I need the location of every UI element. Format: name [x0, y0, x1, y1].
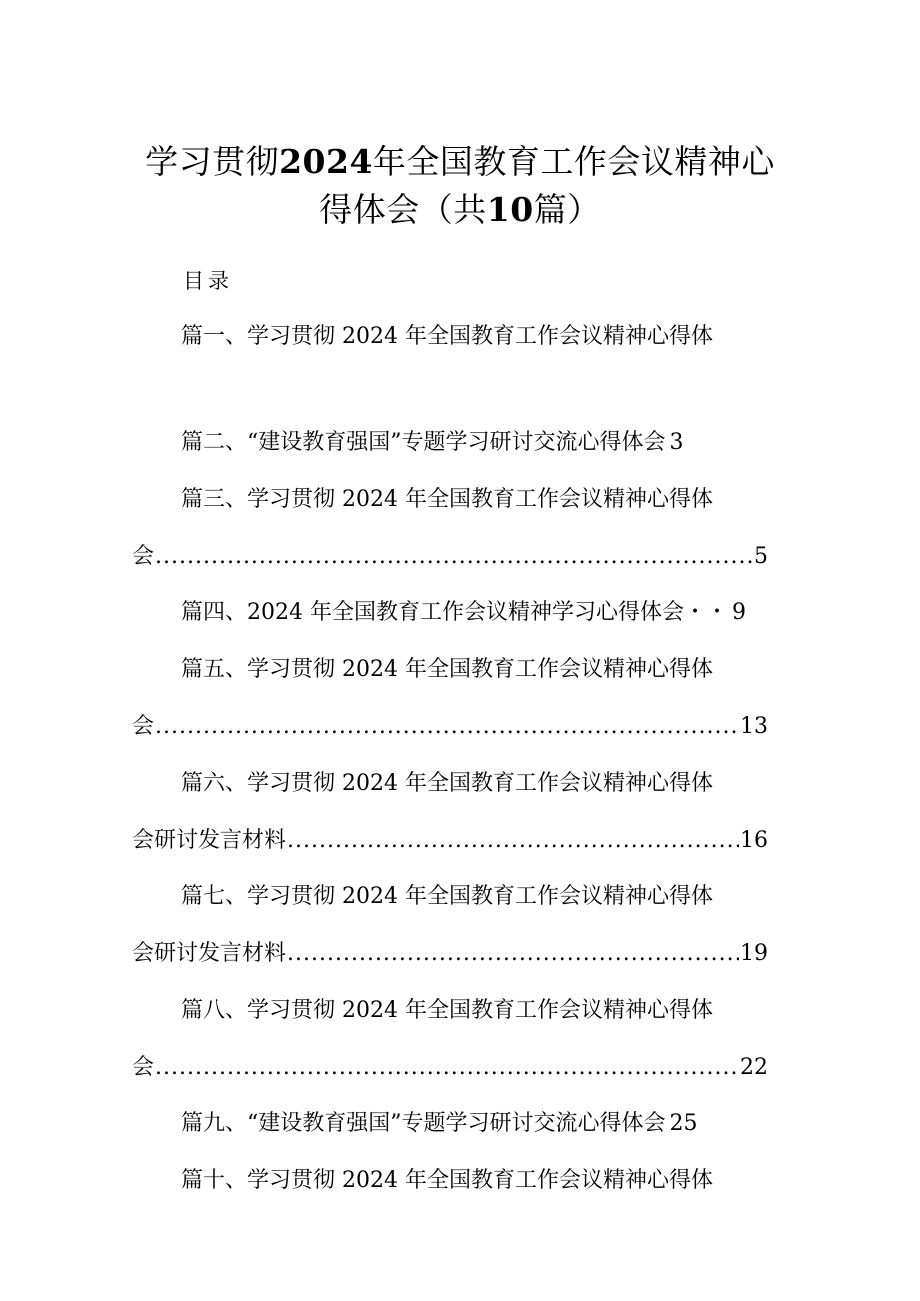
- title-text: 学习贯彻: [145, 142, 280, 181]
- toc-page-number: 25: [669, 1111, 698, 1136]
- toc-entry-title: 篇七、学习贯彻 2024 年全国教育工作会议精神心得体: [181, 884, 713, 909]
- toc-entry-6[interactable]: [181, 768, 713, 800]
- toc-entry-5-continuation[interactable]: [132, 711, 768, 743]
- toc-entry-6-continuation[interactable]: [132, 825, 768, 857]
- toc-page-number: 13: [740, 714, 768, 739]
- toc-entry-4[interactable]: [181, 597, 746, 629]
- toc-entry-title-continued: 会: [132, 714, 155, 739]
- toc-entry-7-continuation[interactable]: [132, 938, 768, 970]
- toc-page-number: 5: [754, 544, 768, 569]
- toc-entry-title: 篇十、学习贯彻 2024 年全国教育工作会议精神心得体: [181, 1168, 713, 1193]
- toc-entry-9[interactable]: [181, 1108, 698, 1140]
- toc-page-number: 16: [740, 828, 768, 853]
- dot-leader: [155, 1052, 739, 1084]
- title-year: 2024: [279, 142, 373, 181]
- toc-entry-10[interactable]: [181, 1165, 713, 1197]
- toc-entry-title: 篇五、学习贯彻 2024 年全国教育工作会议精神心得体: [181, 657, 713, 682]
- toc-entry-title: 篇六、学习贯彻 2024 年全国教育工作会议精神心得体: [181, 771, 713, 796]
- toc-page-number: 22: [740, 1055, 768, 1080]
- toc-entry-title: 篇二、“建设教育强国”专题学习研讨交流心得体会: [181, 430, 666, 455]
- toc-page-number: 3: [669, 430, 684, 455]
- toc-entry-title-continued: 会研讨发言材料: [132, 828, 287, 853]
- toc-entry-title: 篇八、学习贯彻 2024 年全国教育工作会议精神心得体: [181, 998, 713, 1023]
- dot-leader: [155, 541, 753, 573]
- toc-heading: 目录: [183, 269, 233, 293]
- toc-entry-5[interactable]: [181, 654, 713, 686]
- toc-entry-7[interactable]: [181, 881, 713, 913]
- toc-entry-title: 篇九、“建设教育强国”专题学习研讨交流心得体会: [181, 1111, 666, 1136]
- toc-entry-2[interactable]: [181, 427, 684, 459]
- document-title-line-2: [0, 190, 920, 230]
- title-count: 10: [486, 190, 534, 229]
- title-text: 得体会（共: [319, 190, 487, 229]
- title-text: 年全国教育工作会议精神心: [372, 142, 775, 181]
- toc-page-number: 9: [731, 600, 746, 625]
- toc-entry-8-continuation[interactable]: [132, 1052, 768, 1084]
- toc-entry-title: 篇四、2024 年全国教育工作会议精神学习心得体会・・: [181, 600, 728, 625]
- toc-entry-title: 篇一、学习贯彻 2024 年全国教育工作会议精神心得体: [181, 324, 713, 349]
- toc-entry-8[interactable]: [181, 995, 713, 1027]
- toc-entry-title: 篇三、学习贯彻 2024 年全国教育工作会议精神心得体: [181, 487, 713, 512]
- toc-entry-title-continued: 会: [132, 1055, 155, 1080]
- dot-leader: [155, 711, 739, 743]
- document-title-line-1: [0, 142, 920, 182]
- toc-entry-3[interactable]: [181, 484, 713, 516]
- dot-leader: [287, 938, 739, 970]
- title-text: 篇）: [533, 190, 601, 229]
- toc-page-number: 19: [740, 941, 768, 966]
- toc-entry-title-continued: 会: [132, 544, 155, 569]
- toc-entry-title-continued: 会研讨发言材料: [132, 941, 287, 966]
- toc-entry-3-continuation[interactable]: [132, 541, 768, 573]
- dot-leader: [287, 825, 739, 857]
- toc-entry-1[interactable]: [181, 321, 713, 353]
